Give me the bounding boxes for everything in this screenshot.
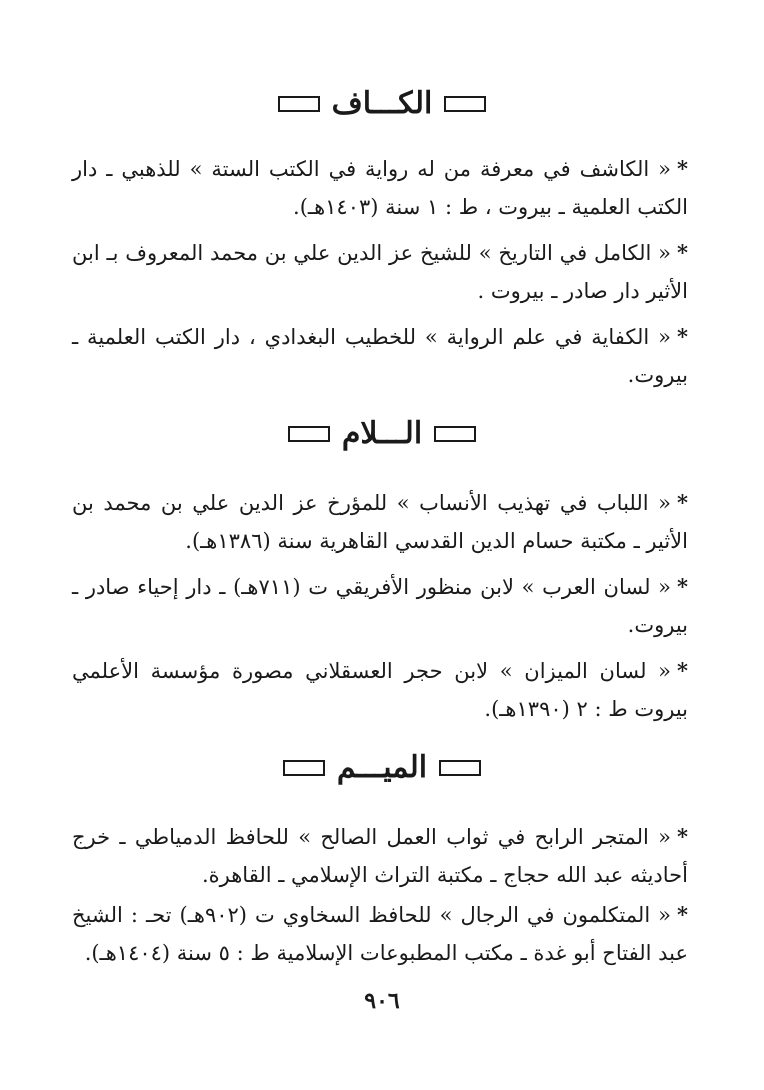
bullet-star-icon: *	[677, 658, 688, 683]
bullet-star-icon: *	[677, 824, 688, 849]
section-title: الميـــم	[336, 750, 428, 785]
section-heading-meem	[0, 748, 764, 788]
bullet-star-icon: *	[677, 902, 688, 927]
entry-text: « الكاشف في معرفة من له رواية في الكتب الستة » للذهبي ـ دار الكتب العلمية ـ بيروت ، ط : ١ سنة (١٤٠٣هـ).	[72, 157, 688, 219]
entry-text: « المتكلمون في الرجال » للحافظ السخاوي ت (٩٠٢هـ) تحـ : الشيخ عبد الفتاح أبو غدة ـ مكتب المطبوعات الإسلامية ط : ٥ سنة (١٤٠٤هـ).	[72, 903, 688, 965]
section-heading-kaf	[0, 84, 764, 124]
bibliography-entry	[72, 234, 688, 310]
bibliography-entry	[72, 484, 688, 560]
section-title: الـــلام	[341, 416, 423, 451]
heading-box-left	[278, 96, 320, 112]
entry-text: « الكامل في التاريخ » للشيخ عز الدين علي بن محمد المعروف بـ ابن الأثير دار صادر ـ بيروت .	[72, 241, 688, 303]
entry-text: « اللباب في تهذيب الأنساب » للمؤرخ عز الدين علي بن محمد بن الأثير ـ مكتبة حسام الدين القدسي القاهرية سنة (١٣٨٦هـ).	[72, 491, 688, 553]
heading-box-left	[288, 426, 330, 442]
heading-box-right	[439, 760, 481, 776]
bullet-star-icon: *	[677, 324, 688, 349]
bibliography-entry	[72, 568, 688, 644]
entry-text: « لسان الميزان » لابن حجر العسقلاني مصورة مؤسسة الأعلمي بيروت ط : ٢ (١٣٩٠هـ).	[72, 659, 688, 721]
entry-text: « الكفاية في علم الرواية » للخطيب البغدادي ، دار الكتب العلمية ـ بيروت.	[72, 325, 688, 387]
bibliography-entry	[72, 652, 688, 728]
bullet-star-icon: *	[677, 490, 688, 515]
heading-box-left	[283, 760, 325, 776]
section-title: الكـــاف	[331, 86, 433, 121]
bibliography-entry	[72, 896, 688, 972]
bibliography-entry	[72, 150, 688, 226]
bibliography-entry	[72, 818, 688, 894]
bibliography-entry	[72, 318, 688, 394]
bullet-star-icon: *	[677, 240, 688, 265]
heading-box-right	[434, 426, 476, 442]
page-number: ٩٠٦	[364, 988, 400, 1014]
bullet-star-icon: *	[677, 574, 688, 599]
entry-text: « المتجر الرابح في ثواب العمل الصالح » للحافظ الدمياطي ـ خرج أحاديثه عبد الله حجاج ـ مكتبة التراث الإسلامي ـ القاهرة.	[72, 825, 688, 887]
bullet-star-icon: *	[677, 156, 688, 181]
entry-text: « لسان العرب » لابن منظور الأفريقي ت (٧١١هـ) ـ دار إحياء صادر ـ بيروت.	[72, 575, 688, 637]
heading-box-right	[444, 96, 486, 112]
section-heading-lam	[0, 414, 764, 454]
